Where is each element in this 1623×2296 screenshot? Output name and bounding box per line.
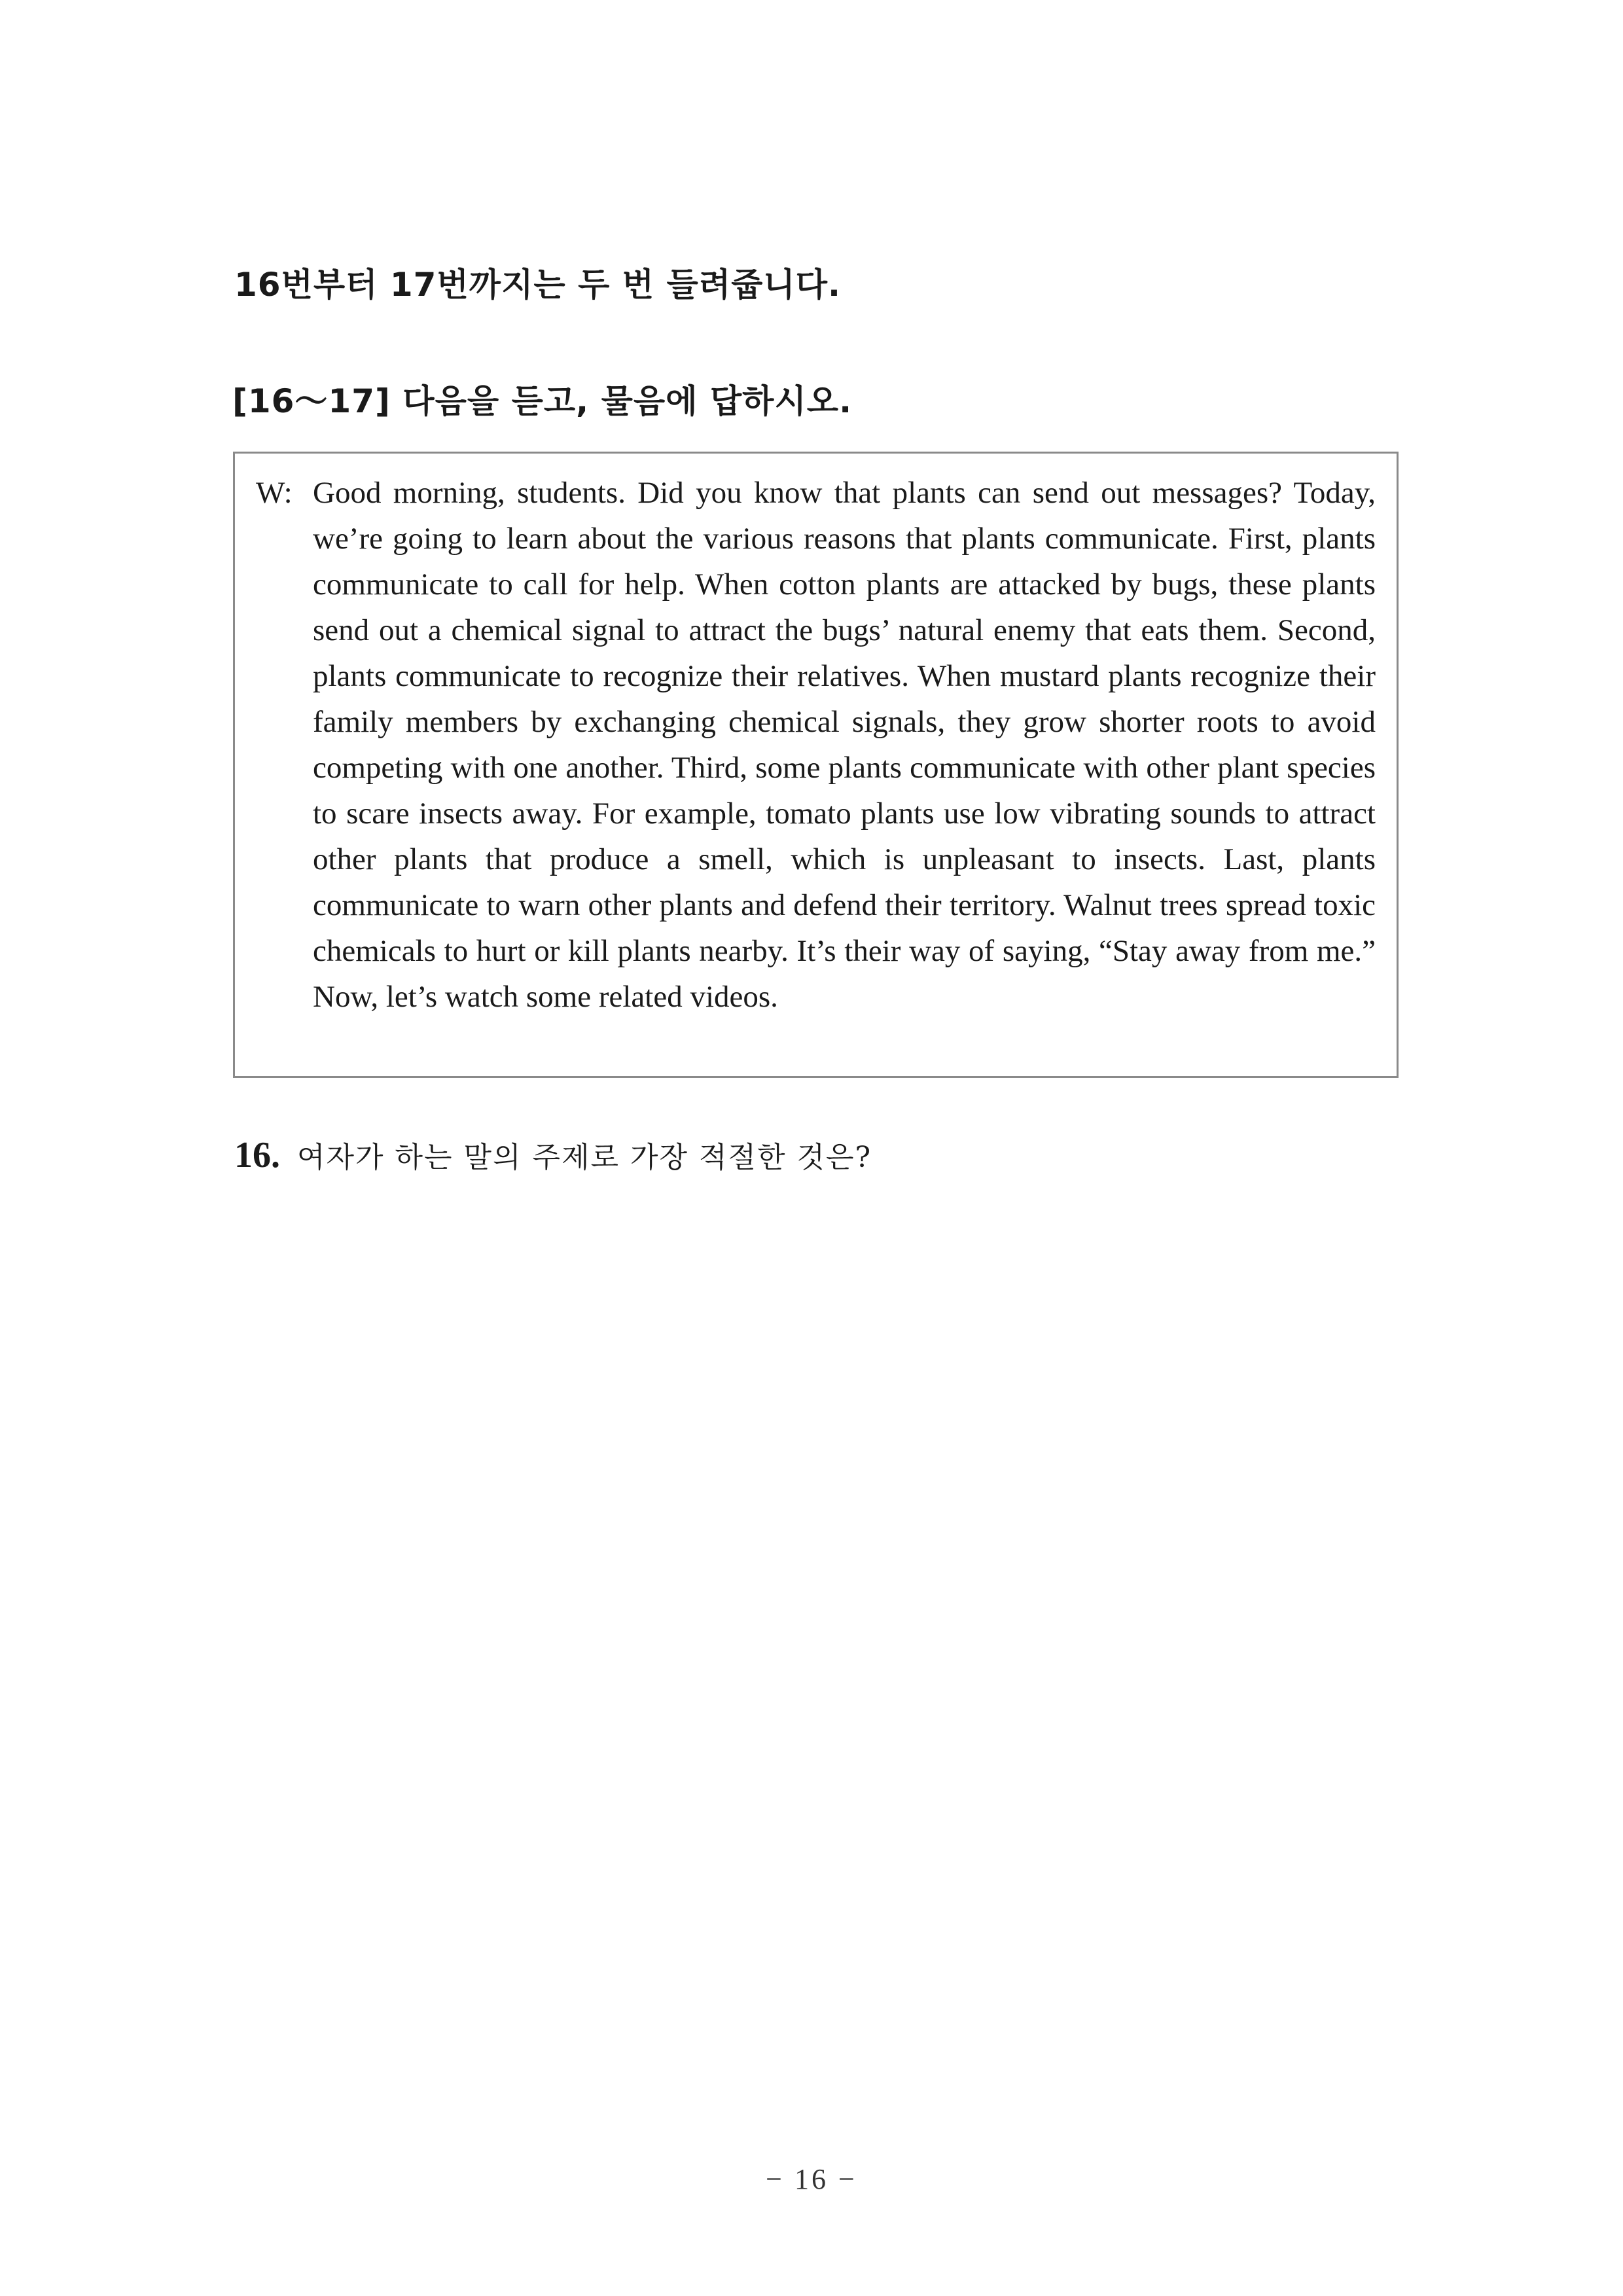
question-text: 여자가 하는 말의 주제로 가장 적절한 것은? <box>297 1141 872 1174</box>
question-16 <box>234 1132 872 1181</box>
section-header: [16～17] 다음을 듣고, 물음에 답하시오. <box>232 382 853 420</box>
page-number: − 16 − <box>766 2163 857 2195</box>
listening-script-text: Good morning, students. Did you know that plants can send out messages? Today, we’re going to learn about the various reasons that plants communicate. First, plants communicate to call for help. When cotton plants are attacked by bugs, these plants send out a chemical signal to attract the bugs’ natural enemy that eats them. Second, plants communicate to recognize their relatives. When mustard plants recognize their family members by exchanging chemical signals, they grow shorter roots to avoid competing with one another. Third, some plants communicate with other plant species to scare insects away. For example, tomato plants use low vibrating sounds to attract other plants that produce a smell, which is unpleasant to insects. Last, plants communicate to warn other plants and defend their territory. Walnut trees spread toxic chemicals to hurt or kill plants nearby. It’s their way of saying, “Stay away from me.” Now, let’s watch some related videos. <box>313 476 1376 1014</box>
speaker-label: W: <box>256 476 293 510</box>
question-number: 16. <box>234 1135 280 1175</box>
listening-instruction: 16번부터 17번까지는 두 번 들려줍니다. <box>234 266 841 304</box>
